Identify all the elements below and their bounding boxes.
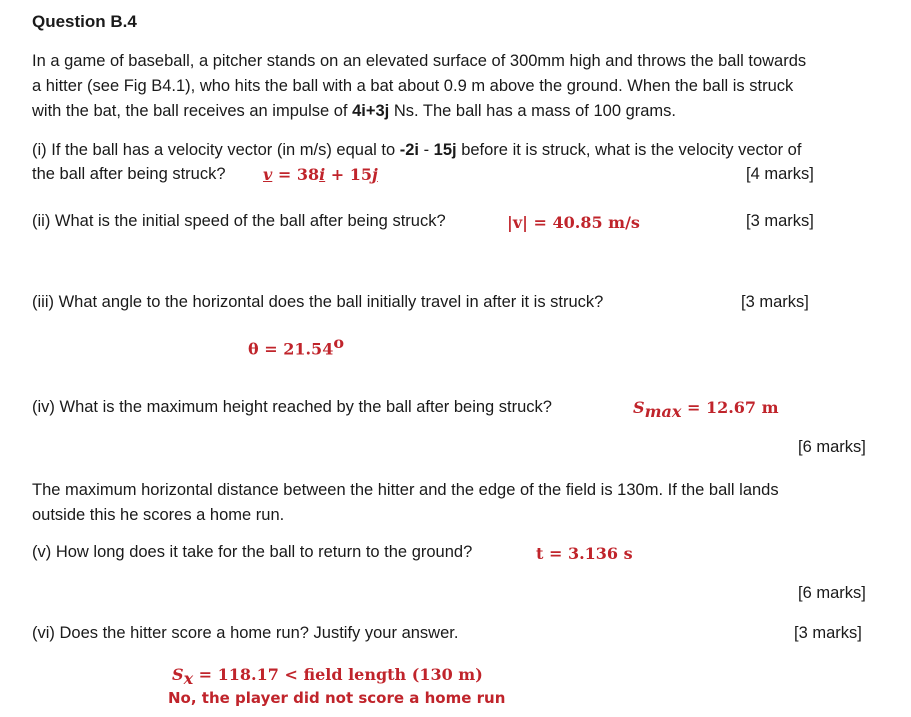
q6-ans-s: S (172, 665, 184, 684)
q1-answer (263, 165, 378, 185)
q6-ans-val: = 118.17 < field length (130 m) (193, 665, 483, 684)
q1-ans-j: j (372, 165, 378, 184)
intro-line-3c: Ns. The ball has a mass of 100 grams. (389, 102, 677, 120)
q3-text: (iii) What angle to the horizontal does the ball initially travel in after it is struck? (32, 293, 604, 311)
q2-answer: |v| = 40.85 m/s (507, 213, 640, 232)
q4-ans-s: S (633, 398, 645, 417)
q1-ans-plus: + 15 (325, 165, 372, 184)
q1-ans-v: v (263, 165, 273, 184)
q6-answer-note: No, the player did not score a home run (168, 689, 506, 707)
q5-text: (v) How long does it take for the ball to return to the ground? (32, 543, 473, 561)
q6-text: (vi) Does the hitter score a home run? Justify your answer. (32, 624, 459, 642)
intro-paragraph (32, 49, 874, 124)
q1-vec-j: 15j (433, 141, 457, 159)
q1-text-a: (i) If the ball has a velocity vector (in m/s) equal to (32, 141, 400, 159)
q2-text: (ii) What is the initial speed of the ball after being struck? (32, 212, 446, 230)
q3-answer (248, 333, 344, 359)
q1-ans-eq: = 38 (272, 165, 320, 184)
intro-line-3a: with the bat, the ball receives an impulse of (32, 102, 353, 120)
q5-answer: t = 3.136 s (536, 544, 633, 563)
q4-marks: [6 marks] (798, 438, 866, 456)
q3-ans-val: θ = 21.54 (248, 339, 334, 359)
q5-marks: [6 marks] (798, 584, 866, 602)
intro-line-3 (32, 99, 874, 124)
field-line-2: outside this he scores a home run. (32, 506, 285, 524)
question-title: Question B.4 (32, 12, 137, 31)
q6-marks: [3 marks] (794, 624, 862, 642)
q4-ans-val: = 12.67 m (681, 398, 779, 417)
field-line-1: The maximum horizontal distance between the hitter and the edge of the field is 130m. If the ball lands (32, 481, 779, 499)
q2-marks: [3 marks] (746, 212, 814, 230)
q1-text-e: before it is struck, what is the velocity vector of (456, 141, 802, 159)
q1-ans-i: i (319, 165, 326, 184)
q4-answer (633, 398, 779, 421)
q3-marks: [3 marks] (741, 293, 809, 311)
q1-text-c: - (419, 141, 434, 159)
q3-ans-degree: o (333, 333, 344, 352)
q4-ans-sub: max (644, 402, 682, 422)
q1-line-1 (32, 141, 801, 160)
impulse-vector: 4i+3j (352, 102, 390, 120)
q6-ans-sub: x (183, 669, 194, 689)
q6-answer (172, 665, 483, 688)
intro-line-1: In a game of baseball, a pitcher stands on an elevated surface of 300mm high and throws the ball towards (32, 52, 807, 70)
field-paragraph (32, 478, 874, 528)
q4-text: (iv) What is the maximum height reached by the ball after being struck? (32, 398, 552, 416)
q1-marks: [4 marks] (746, 165, 814, 183)
q1-vec-i: -2i (399, 141, 419, 159)
intro-line-2: a hitter (see Fig B4.1), who hits the ball with a bat about 0.9 m above the ground. When the ball is struck (32, 77, 794, 95)
q1-line-2: the ball after being struck? (32, 165, 226, 183)
